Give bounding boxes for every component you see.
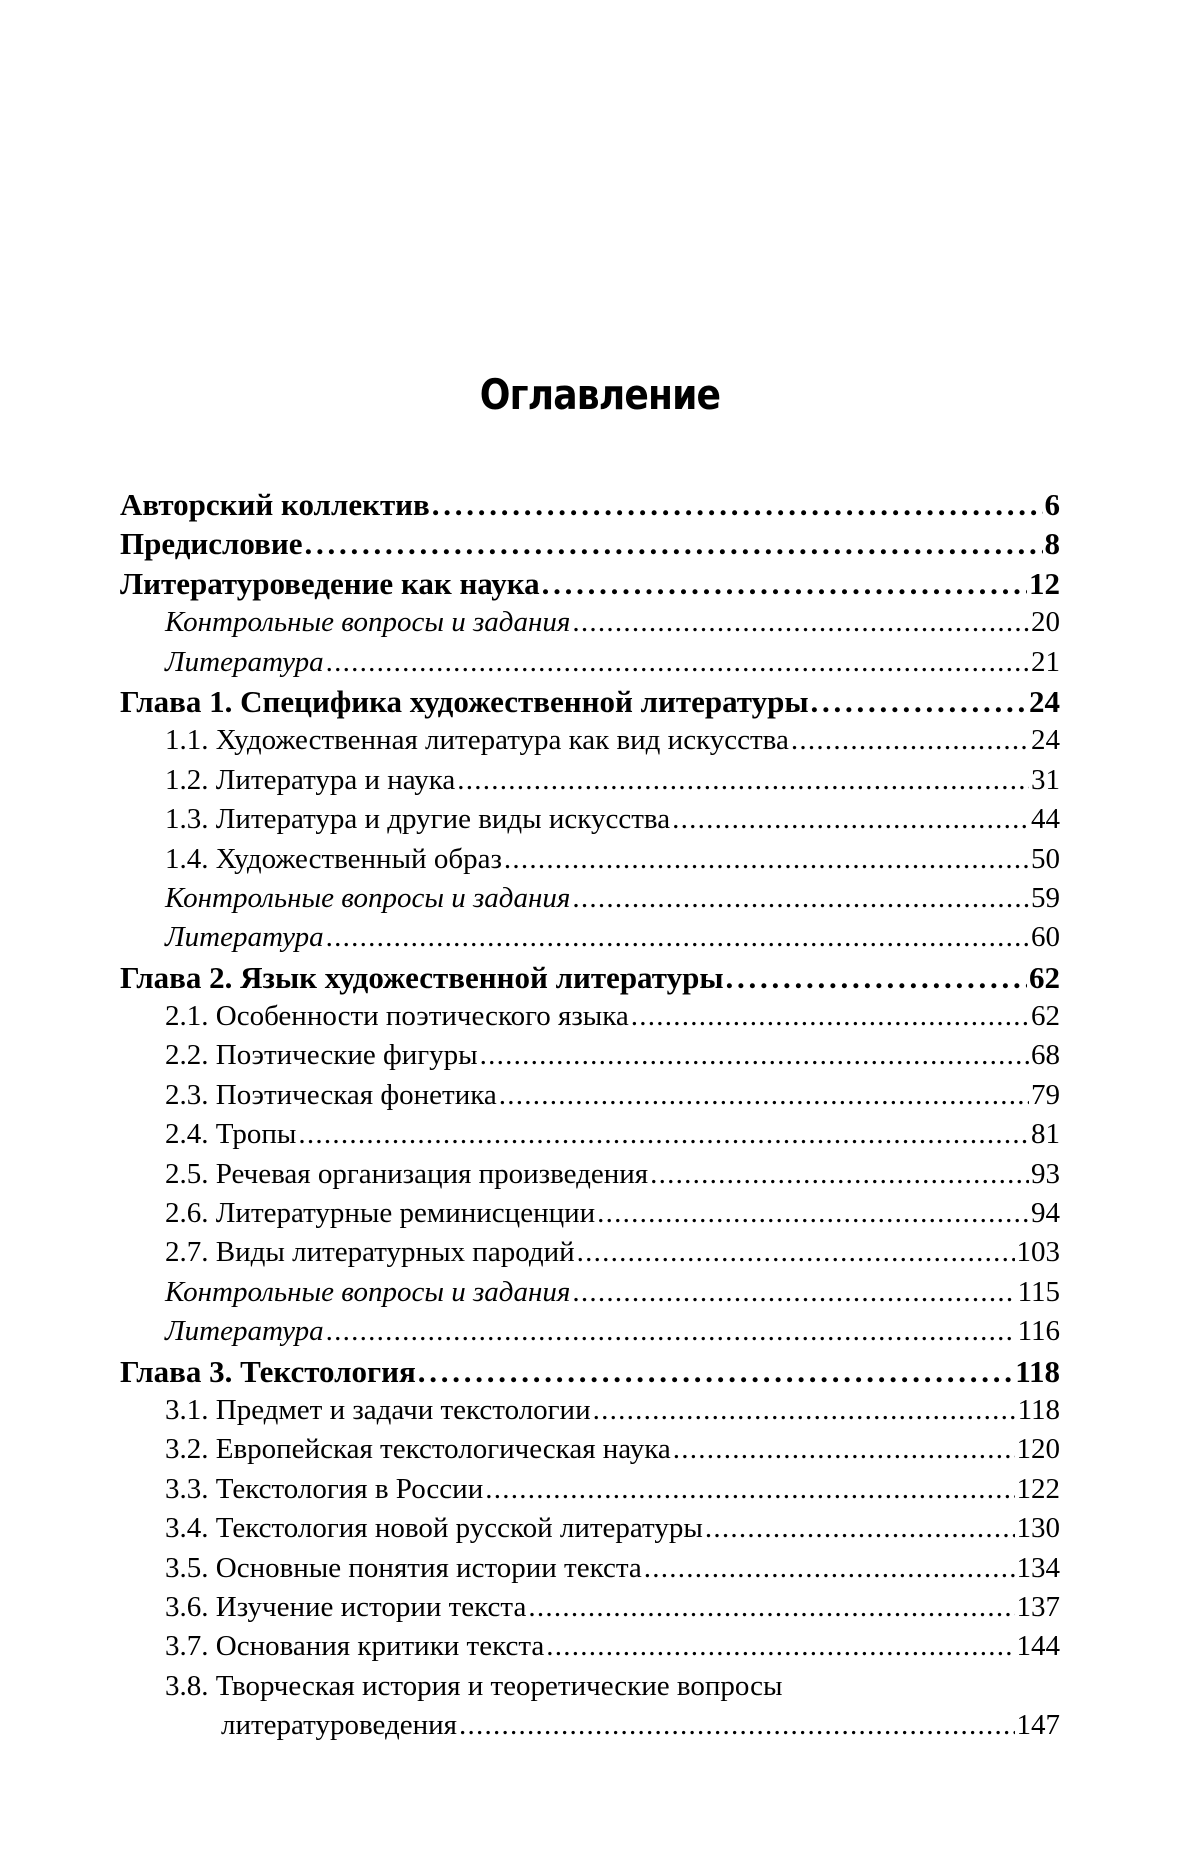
toc-page-number: 20 (1031, 606, 1060, 639)
dot-leader (593, 1391, 1016, 1430)
dot-leader (673, 1430, 1015, 1469)
toc-page-number: 134 (1016, 1551, 1060, 1584)
toc-entry (120, 1391, 1060, 1430)
toc-entry (120, 761, 1060, 800)
toc-entry (120, 643, 1060, 682)
toc-entry (120, 1509, 1060, 1548)
toc-entry-label: 3.8. Творческая история и теоретические вопросы (165, 1669, 783, 1702)
toc-entry-label: 1.1. Художественная литература как вид искусства (165, 724, 789, 757)
toc-entry-label: 3.5. Основные понятия истории текста (165, 1551, 642, 1584)
toc-page-number: 8 (1044, 526, 1060, 562)
toc-entry (120, 1155, 1060, 1194)
dot-leader (480, 1036, 1029, 1075)
toc-entry-label: 3.2. Европейская текстологическая наука (165, 1433, 671, 1466)
toc-page-number: 21 (1031, 645, 1060, 678)
toc-page-number: 120 (1016, 1433, 1060, 1466)
toc-entry (120, 879, 1060, 918)
toc-page-number: 137 (1016, 1590, 1060, 1623)
dot-leader (326, 1312, 1016, 1351)
toc-page-number: 50 (1031, 842, 1060, 875)
dot-leader (326, 643, 1029, 682)
toc-page-number: 144 (1016, 1630, 1060, 1663)
toc-entry-label: 2.2. Поэтические фигуры (165, 1039, 478, 1072)
toc-entry (120, 1470, 1060, 1509)
dot-leader (597, 1194, 1029, 1233)
toc-entry (120, 1115, 1060, 1154)
dot-leader (811, 682, 1027, 721)
toc-heading-entry (120, 564, 1060, 603)
toc-page-number: 147 (1016, 1709, 1060, 1742)
toc-page-number: 60 (1031, 921, 1060, 954)
dot-leader (305, 524, 1043, 563)
toc-entry-label: Контрольные вопросы и задания (165, 1275, 571, 1308)
toc-entry-label: Литературоведение как наука (120, 565, 540, 601)
toc-entry-label: Литература (165, 921, 324, 954)
dot-leader (298, 1115, 1029, 1154)
toc-page-number: 12 (1029, 565, 1060, 601)
toc-entry (120, 1667, 1060, 1706)
toc-entry-label: 1.3. Литература и другие виды искусства (165, 803, 671, 836)
toc-page-number: 44 (1031, 803, 1060, 836)
toc-entry-label: 1.2. Литература и наука (165, 763, 456, 796)
toc-entry-label: 3.3. Текстология в России (165, 1472, 484, 1505)
toc-entry (120, 918, 1060, 957)
dot-leader (631, 997, 1029, 1036)
dot-leader (432, 485, 1043, 524)
toc-page-number: 62 (1031, 1000, 1060, 1033)
toc-page-number: 130 (1016, 1512, 1060, 1545)
toc-entry-label: 3.6. Изучение истории текста (165, 1590, 527, 1623)
toc-entry-label: Глава 1. Специфика художественной литературы (120, 683, 809, 719)
toc-entry-label: Предисловие (120, 526, 303, 562)
toc-heading-entry (120, 1352, 1060, 1391)
toc-page-number: 93 (1031, 1157, 1060, 1190)
toc-page-number: 122 (1016, 1472, 1060, 1505)
dot-leader (572, 603, 1029, 642)
dot-leader (577, 1233, 1015, 1272)
toc-heading-entry (120, 682, 1060, 721)
toc-entry-label: 2.6. Литературные реминисценции (165, 1197, 596, 1230)
toc-page-number: 62 (1029, 959, 1060, 995)
toc-entry-continuation (120, 1706, 1060, 1745)
toc-page-number: 118 (1015, 1353, 1060, 1389)
page-title: Оглавление (479, 370, 721, 419)
toc-page-number: 115 (1017, 1275, 1060, 1308)
toc-entry-label: 1.4. Художественный образ (165, 842, 502, 875)
toc-page-number: 59 (1031, 881, 1060, 914)
toc-page-number: 94 (1031, 1197, 1060, 1230)
toc-page-number: 116 (1017, 1315, 1060, 1348)
dot-leader (499, 1076, 1029, 1115)
toc-entry (120, 1233, 1060, 1272)
toc-entry (120, 603, 1060, 642)
toc-entry (120, 800, 1060, 839)
toc-entry-label: 2.7. Виды литературных пародий (165, 1236, 575, 1269)
toc-page-number: 81 (1031, 1118, 1060, 1151)
toc-heading-entry (120, 485, 1060, 524)
toc-entry (120, 1312, 1060, 1351)
toc-page-number: 24 (1029, 683, 1060, 719)
toc-page-number: 31 (1031, 763, 1060, 796)
dot-leader (726, 958, 1027, 997)
dot-leader (504, 840, 1029, 879)
toc-entry-label: 3.4. Текстология новой русской литературы (165, 1512, 703, 1545)
toc-entry-label: 3.7. Основания критики текста (165, 1630, 545, 1663)
toc-entry-label: литературоведения (221, 1709, 457, 1742)
dot-leader (528, 1588, 1014, 1627)
toc-entry-label: Контрольные вопросы и задания (165, 606, 571, 639)
toc-page-number: 6 (1044, 487, 1060, 522)
toc-entry-label: Глава 2. Язык художественной литературы (120, 959, 724, 995)
toc-heading-entry (120, 524, 1060, 563)
dot-leader (326, 918, 1029, 957)
table-of-contents (120, 485, 1060, 1746)
toc-entry (120, 1430, 1060, 1469)
dot-leader (672, 800, 1029, 839)
toc-entry (120, 1588, 1060, 1627)
toc-entry-label: 2.1. Особенности поэтического языка (165, 1000, 629, 1033)
toc-entry-label: 2.3. Поэтическая фонетика (165, 1078, 497, 1111)
toc-entry-label: Литература (165, 1315, 324, 1348)
toc-entry (120, 997, 1060, 1036)
dot-leader (546, 1627, 1014, 1666)
toc-page-number: 68 (1031, 1039, 1060, 1072)
toc-entry (120, 721, 1060, 760)
toc-entry-label: 3.1. Предмет и задачи текстологии (165, 1393, 591, 1426)
toc-entry (120, 1627, 1060, 1666)
dot-leader (791, 721, 1029, 760)
toc-entry-label: 2.4. Тропы (165, 1118, 297, 1151)
dot-leader (485, 1470, 1014, 1509)
toc-entry (120, 1076, 1060, 1115)
toc-heading-entry (120, 958, 1060, 997)
toc-entry-label: Литература (165, 645, 324, 678)
toc-entry (120, 1273, 1060, 1312)
dot-leader (644, 1549, 1015, 1588)
toc-page-number: 103 (1016, 1236, 1060, 1269)
dot-leader (418, 1352, 1013, 1391)
toc-entry (120, 1194, 1060, 1233)
toc-entry (120, 1036, 1060, 1075)
toc-entry-label: Контрольные вопросы и задания (165, 881, 571, 914)
toc-entry-label: Глава 3. Текстология (120, 1353, 416, 1389)
dot-leader (572, 1273, 1015, 1312)
dot-leader (457, 761, 1029, 800)
dot-leader (542, 564, 1027, 603)
toc-entry (120, 1549, 1060, 1588)
toc-page-number: 79 (1031, 1078, 1060, 1111)
dot-leader (572, 879, 1029, 918)
toc-entry-label: 2.5. Речевая организация произведения (165, 1157, 649, 1190)
dot-leader (705, 1509, 1015, 1548)
toc-entry-label: Авторский коллектив (120, 487, 430, 522)
toc-page-number: 118 (1017, 1393, 1060, 1426)
dot-leader (459, 1706, 1015, 1745)
dot-leader (650, 1155, 1029, 1194)
toc-page-number: 24 (1031, 724, 1060, 757)
toc-entry (120, 840, 1060, 879)
